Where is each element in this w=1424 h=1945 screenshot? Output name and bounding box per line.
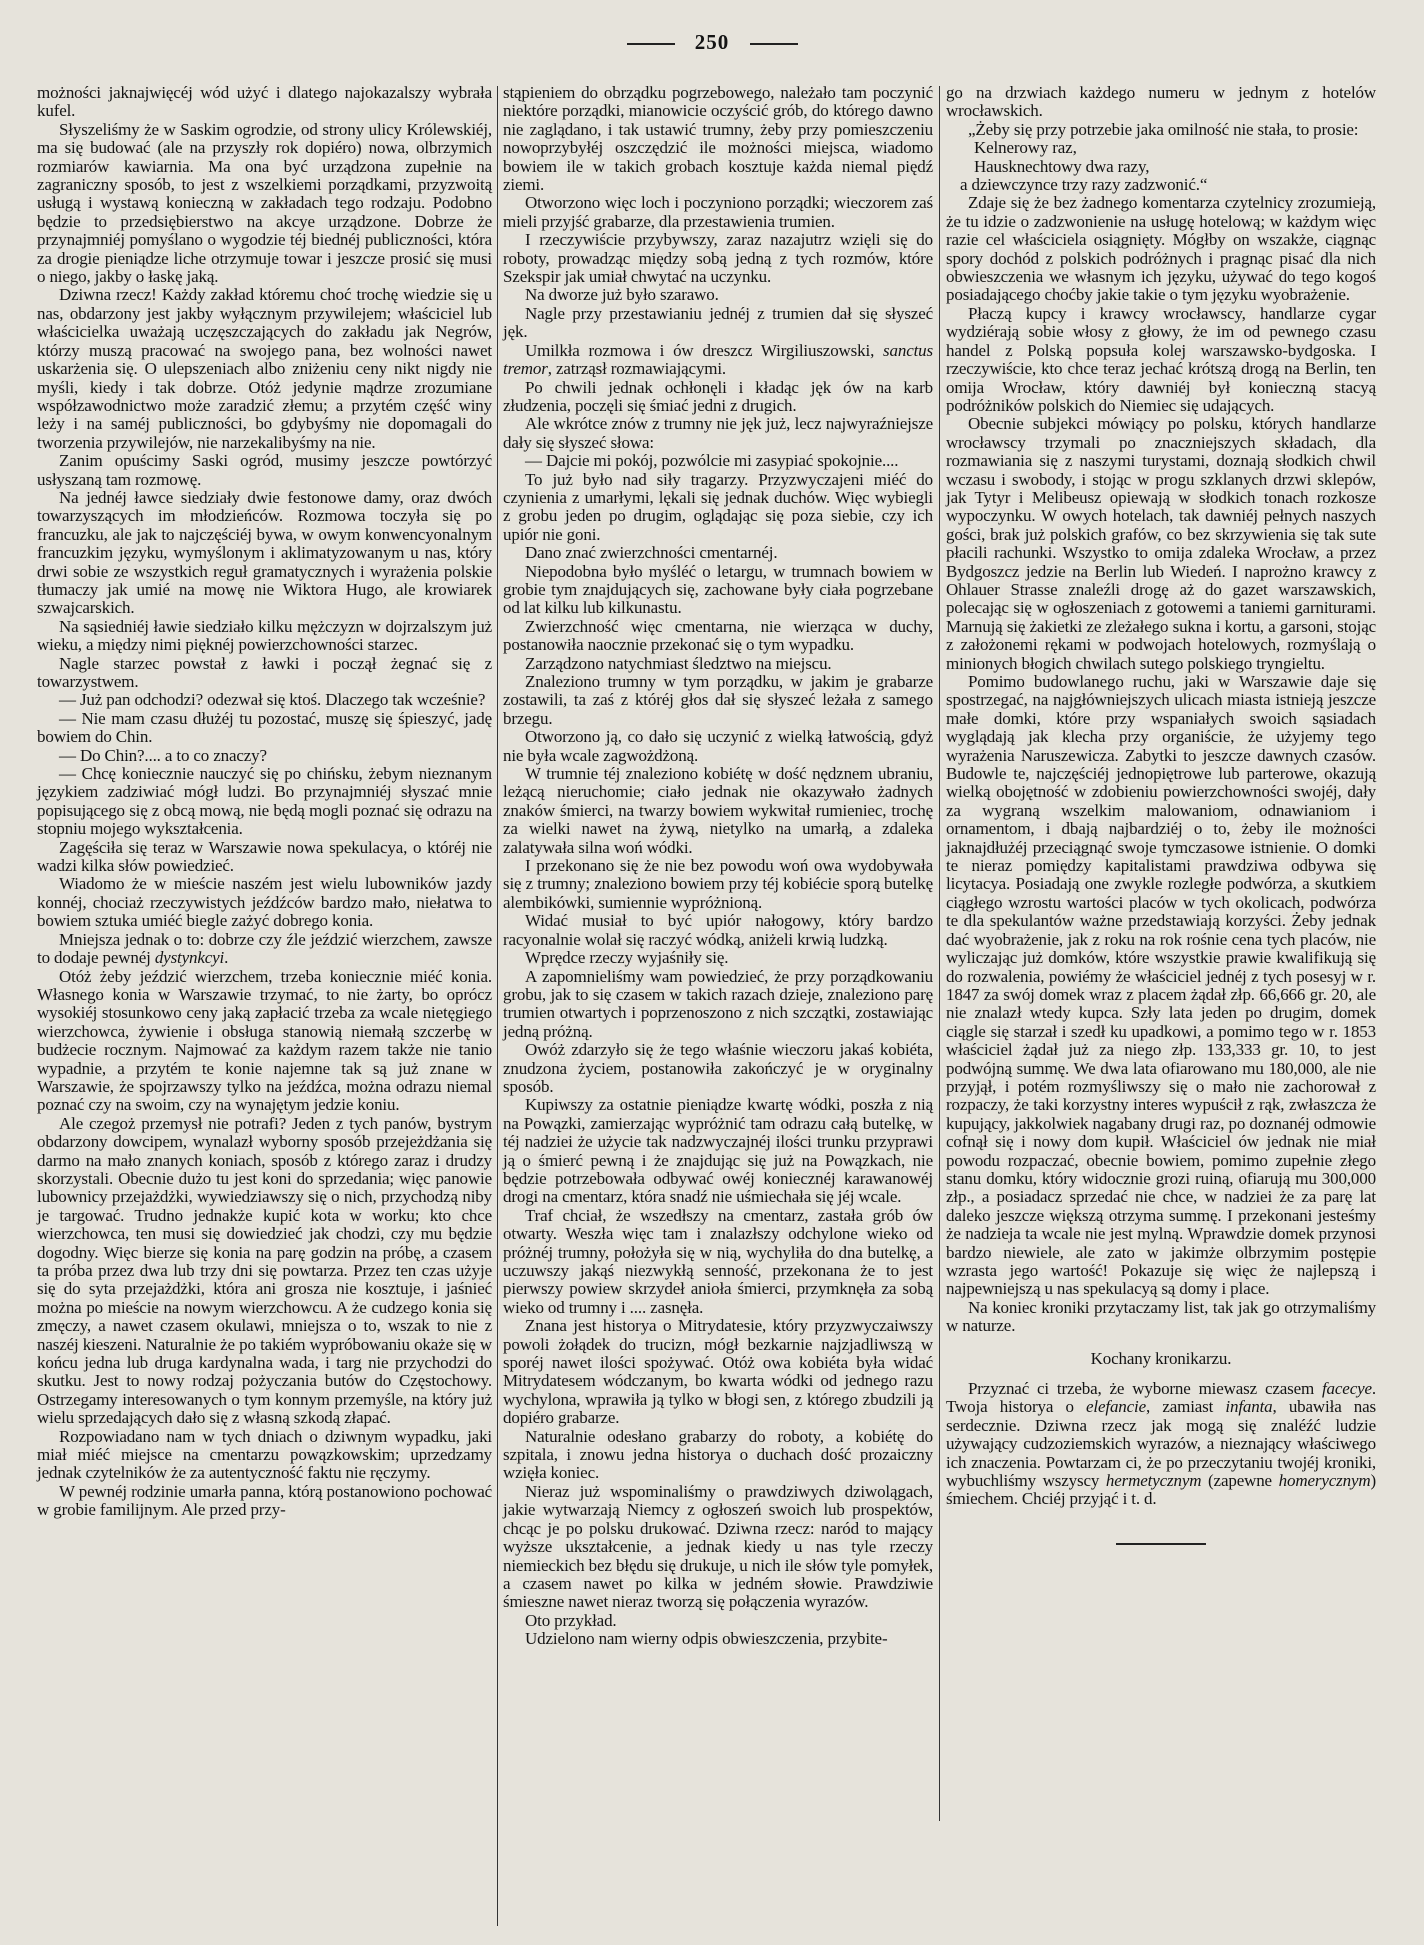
paragraph [503, 286, 933, 304]
text-run: . Twoja historya o [946, 1379, 1376, 1417]
paragraph [946, 194, 1376, 304]
text-run: Nagle przy przestawianiu jednéj z trumien dał się słyszeć jęk. [503, 303, 933, 342]
text-run: Otworzono więc loch i poczyniono porządki; wieczorem zaś mieli przyjść grabarze, dla przestawienia trumien. [503, 193, 933, 231]
text-run: I rzeczywiście przybywszy, zaraz nazajutrz wzięli się do roboty, prowadząc między sobą jedną z tych rozmów, które Szekspir jak umiał chwytać na uczynku. [503, 230, 933, 287]
text-run: Na jednéj ławce siedziały dwie festonowe damy, oraz dwóch towarzyszących im młodzieńców. Rozmowa toczyła się po francuzku, ale jak to najczęściéj bywa, w owym konwencyonalnym francuzkim języku, wymyślonym i aklimatyzowanym u nas, który drwi sobie ze wszystkich reguł gramatycznych i wyrażenia polskie tłumaczy jak umié na mowę nie Wiktora Hugo, ale krowiarek szwajcarskich. [37, 487, 492, 618]
paragraph [503, 912, 933, 949]
text-run: — Nie mam czasu dłużéj tu pozostać, muszę się śpieszyć, jadę bowiem do Chin. [37, 708, 492, 747]
paragraph [503, 1041, 933, 1096]
text-run: Płaczą kupcy i krawcy wrocławscy, handlarze cygar wydziérają sobie włosy z głowy, że im od pewnego czasu handel z Polską popsuła kolej warszawsko-bydgoska. I rzeczywiście, kto chce teraz jechać krótszą drogą na Berlin, ten omija Wrocław, który dawniéj był konieczną stacyą podróżników polskich do Niemiec się udających. [946, 303, 1376, 415]
paragraph [503, 471, 933, 545]
text-run: Niepodobna było myśléć o letargu, w trumnach bowiem w grobie tym znajdujących się, zachowane były ciała pogrzebane od lat kilku lub kilkunastu. [503, 561, 933, 618]
paragraph [503, 857, 933, 912]
paragraph [37, 489, 492, 618]
text-run: Mniejsza jednak o to: dobrze czy źle jeździć wierzchem, zawsze to dodaje pewnéj [37, 929, 492, 968]
column-divider [497, 86, 498, 1926]
letter-body [946, 1380, 1376, 1509]
paragraph [37, 875, 492, 930]
paragraph [946, 84, 1376, 121]
paragraph [37, 1483, 492, 1520]
text-run: , ubawiła nas serdecznie. Dziwna rzecz jak mogą się znaléźć ludzie używający cudzoziemskich wyrazów, a nieznający właściwego ich znaczenia. Powtarzam ci, że po przeczytaniu twojéj kroniki, wybuchliśmy wszyscy [946, 1397, 1377, 1491]
text-run: I przekonano się że nie bez powodu woń owa wydobywała się z trumny; znaleziono bowiem przy téj kobiécie sporą butelkę alembikówki, sumiennie wypróżnioną. [503, 856, 933, 912]
paragraph [37, 1115, 492, 1428]
end-rule [1116, 1543, 1206, 1545]
text-run: Zwierzchność więc cmentarna, nie wierząca w duchy, postanowiła naocznie przekonać się o tym wypadku. [503, 616, 933, 655]
hotel-notice-verse [946, 139, 1376, 194]
text-run: W trumnie téj znaleziono kobiétę w dość nędznem ubraniu, leżącą nieruchomie; ciało jednak nie okazywało żadnych znaków śmierci, na twarzy bowiem wykwitał rumieniec, trochę za wielki nawet na żywą, nietylko na umarłą, a zdaleka zalatywała silna woń wódki. [503, 764, 933, 857]
italic-text: hermetycznym [1105, 1471, 1202, 1491]
page-number: 250 [694, 30, 730, 54]
text-run: Otworzono ją, co dało się uczynić z wielką łatwością, gdyż nie była wcale zagwożdżoną. [503, 727, 933, 765]
italic-text: sanctus tremor [503, 340, 933, 379]
column-divider [939, 86, 940, 1821]
text-run: Słyszeliśmy że w Saskim ogrodzie, od strony ulicy Królewskiéj, ma się budować (ale na przyszły rok dopiéro) nowa, olbrzymich rozmiarów kawiarnia. Ma ona być urządzona zupełnie na zagraniczny sposób, to jest z wszelkiemi porządkami, przyzwoitą usługą i wystawą konieczną w zakładach tego rodzaju. Podobno będzie to przedsiębierstwo na akcye urządzone. Dobrze że przynajmniéj pomyślano o wygodzie téj biednéj publiczności, która za drogie pieniądze liche otrzymuje towar i jeszcze prosić się musi o niego, jakby o łaskę jaką. [37, 119, 492, 287]
text-run: — Dajcie mi pokój, pozwólcie mi zasypiać spokojnie.... [525, 451, 899, 471]
paragraph [503, 1207, 933, 1317]
text-run: Traf chciał, że wszedłszy na cmentarz, zastała grób ów otwarty. Weszła więc tam i znalazłszy odchylone wieko od próżnéj trumny, położyła się w nią, wychyliła do dna butelkę, a uczuwszy jakąś niezwykłą senność, przekonana że to jest pierwszy powiew skrzydeł anioła śmierci, przymknęła za sobą wieko od trumny i .... zasnęła. [503, 1205, 933, 1317]
page-header [0, 30, 1424, 55]
paragraph [503, 84, 933, 194]
header-dash-left [627, 43, 675, 45]
text-run: stąpieniem do obrządku pogrzebowego, należało tam poczynić niektóre porządki, mianowicie oczyścić grób, do którego dawno nie zaglądano, i tak ustawić trumny, żeby przy pomieszczeniu nowoprzybyłéj oszczędzić ile możności miejsca, wiadomo bowiem ile w takich grobach kosztuje każda niemal piędź ziemi. [503, 83, 933, 195]
text-run: Zagęściła się teraz w Warszawie nowa spekulacya, o któréj nie wadzi kilka słów powiedzieć. [37, 837, 492, 876]
text-run: Otóż żeby jeździć wierzchem, trzeba koniecznie miéć konia. Własnego konia w Warszawie trzymać, to nie żarty, bo oprócz wysokiéj stosunkowo ceny jaką zapłacić trzeba za wcale nietęgiego wierzchowca, żywienie i obsługa stanowią niemałą szczerbę w budżecie rocznym. Najmować za każdym razem także nie tanio wypadnie, a przytém te konie najemne tak są już znane w Warszawie, że spojrzawszy tylko na jeźdźca, można odrazu niemal poznać czy na swoim, czy na wynajętym jedzie koniu. [37, 966, 492, 1115]
verse-line: a dziewczynce trzy razy zadzwonić.“ [960, 175, 1208, 195]
text-run: Udzielono nam wierny odpis obwieszczenia, przybite- [525, 1629, 888, 1649]
text-run: (zapewne [1201, 1471, 1279, 1491]
text-run: W pewnéj rodzinie umarła panna, którą postanowiono pochować w grobie familijnym. Ale przed przy- [37, 1481, 492, 1520]
text-run: Ale wkrótce znów z trumny nie jęk już, lecz najwyraźniejsze dały się słyszeć słowa: [503, 414, 933, 452]
verse-line: Kelnerowy raz, [974, 138, 1077, 158]
paragraph [503, 544, 933, 562]
paragraph [37, 747, 492, 765]
text-run: Zarządzono natychmiast śledztwo na miejscu. [525, 653, 832, 673]
text-run: — Już pan odchodzi? odezwał się ktoś. Dlaczego tak wcześnie? [59, 690, 486, 710]
paragraph [37, 286, 492, 452]
paragraph [37, 452, 492, 489]
paragraph [946, 1299, 1376, 1336]
paragraph [946, 121, 1376, 139]
paragraph [503, 673, 933, 728]
paragraph [503, 949, 933, 967]
column-3-body [946, 194, 1376, 1335]
text-run: Na koniec kroniki przytaczamy list, tak jak go otrzymaliśmy w naturze. [946, 1297, 1376, 1336]
paragraph [503, 1428, 933, 1483]
paragraph [503, 194, 933, 231]
paragraph [503, 618, 933, 655]
paragraph [37, 765, 492, 839]
paragraph [503, 765, 933, 857]
text-run: Zdaje się że bez żadnego komentarza czytelnicy zrozumieją, że tu idzie o zadzwonienie na usługę hotelową; w każdym więc razie cel właściciela osiągnięty. Mógłby on wszakże, ciągnąc spory dochód z polskich podróżnych i pragnąc pisać dla nich obwieszczenia we własnym ich języku, używać do tego kogoś posiadającego choćby jakie takie o tym języku wyobrażenie. [946, 193, 1376, 305]
paragraph [503, 1096, 933, 1206]
text-run: — Do Chin?.... a to co znaczy? [59, 745, 267, 765]
paragraph [503, 1483, 933, 1612]
paragraph [37, 691, 492, 709]
paragraph [503, 452, 933, 470]
text-run: go na drzwiach każdego numeru w jednym z hotelów wrocławskich. [946, 83, 1376, 121]
text-run: Obecnie subjekci mówiący po polsku, których handlarze wrocławscy trzymali po znaczniejszych składach, dla rozmawiania się z naszymi turystami, doznają słodkich chwil wczasu i swobody, i stojąc w progu szklanych drzwi sklepów, jak Tytyr i Melibeusz opiewają w słodkich tonach rozkosze wypoczynku. W owych hotelach, tak dawniéj pełnych naszych gości, brak już polskich grafów, co bez skrzywienia się tak sute płacili rachunki. Wszystko to omija zdaleka Wrocław, a przez Bydgoszcz jedzie na Berlin lub Wiedeń. I naprożno krawcy z Ohlauer Strasse znaleźli drogę aż do gazet warszawskich, polecając się w ogłoszeniach z gotowemi a taniemi garniturami. Marnują się żakietki ze zleżałego sukna i kortu, a garsoni, stojąc z założonemi rękami w podwojach hotelowych, rozmyślają o minionych błogich chwilach sutego polskiego tryngieltu. [946, 414, 1376, 673]
paragraph [37, 1428, 492, 1483]
paragraph [503, 563, 933, 618]
paragraph [503, 342, 933, 379]
verse-line: Hausknechtowy dwa razy, [974, 156, 1150, 176]
text-run: Ale czegoż przemysł nie potrafi? Jeden z tych panów, bystrym obdarzony dowcipem, wynalazł wyborny sposób przejeżdżania się darmo na mało znanych koniach, sposób z którego zaraz i drudzy skorzystali. Obecnie dużo tu jest koni do sprzedania; więc panowie lubownicy przejażdżki, wywiedziawszy się o nich, przychodzą niby je targować. Trudno jednakże kupić kota w worku; kto chce wierzchowca, ten musi się dowiedzieć jak chodzi, czy mu będzie dogodny. Więc bierze się konia na parę godzin na próbę, a czasem ta próba przez dwa lub trzy dni się powtarza. Przez ten czas użyje się do syta przejażdżki, która ani grosza nie kosztuje, i jaśnieć można po mieście na nowym wierzchowcu. A że cudzego konia się zmęczy, a nawet czasem okulawi, mniejsza o to, wszak to nie z naszéj kieszeni. Naturalnie że po takiém wypróbowaniu okaże się w końcu jedna lub druga kardynalna wada, i targ nie przychodzi do skutku. Jest to nowy rodzaj pożyczania butów do Częstochowy. Ostrzegamy interesowanych o tym konnym przemyśle, na który już wielu sprzedających dało się z własną szkodą złapać. [37, 1113, 492, 1428]
paragraph [503, 305, 933, 342]
text-run: . [224, 948, 229, 968]
paragraph [503, 655, 933, 673]
paragraph [503, 379, 933, 416]
header-dash-right [750, 43, 798, 45]
text-run: A zapomnieliśmy wam powiedzieć, że przy porządkowaniu grobu, jak to się czasem w takich razach dzieje, znaleziono parę trumien otwartych i poprzenoszono z nich szczątki, zostawiając jedną próżną. [503, 966, 933, 1041]
italic-text: facecye [1321, 1379, 1372, 1399]
text-run: Wprędce rzeczy wyjaśniły się. [525, 948, 729, 968]
paragraph [946, 415, 1376, 673]
text-run: Dano znać zwierzchności cmentarnéj. [525, 543, 778, 563]
text-run: ) śmiechem. Chciéj przyjąć i t. d. [946, 1471, 1376, 1509]
paragraph [37, 84, 492, 121]
paragraph [37, 931, 492, 968]
text-run: Po chwili jednak ochłonęli i kładąc jęk ów na karb złudzenia, poczęli się śmiać jedni z drugich. [503, 377, 933, 415]
text-run: Zanim opuścimy Saski ogród, musimy jeszcze powtórzyć usłyszaną tam rozmowę. [37, 451, 492, 489]
paragraph [946, 673, 1376, 1299]
paragraph [503, 231, 933, 286]
paragraph [503, 1317, 933, 1427]
text-run: Oto przykład. [525, 1610, 617, 1630]
italic-text: dystynkcyi [154, 948, 225, 968]
paragraph [503, 1630, 933, 1648]
text-run: Nagle starzec powstał z ławki i począł żegnać się z towarzystwem. [37, 653, 492, 691]
text-run: , zatrząsł rozmawiającymi. [547, 359, 727, 379]
italic-text: elefancie [1086, 1397, 1147, 1417]
text-run: Dziwna rzecz! Każdy zakład któremu choć trochę wiedzie się u nas, obdarzony jest jakby wyłącznym przywilejem; właściciel lub właścicielka uważają uczęszczających do zakładu jak Negrów, którzy muszą pracować na swojego pana, bez wolności nawet uskarżenia się. O ulepszeniach albo zniżeniu ceny nikt nigdy nie myśli, kiedy i tak dobrze. Otóż jedynie mądrze zrozumiane współzawodnictwo może zaradzić złemu; a przytém część winy leży i na saméj publiczności, bo gdybyśmy nie dopomagali do tworzenia przywilejów, nie narzekalibyśmy na nie. [37, 285, 492, 452]
text-run: Na dworze już było szarawo. [525, 285, 719, 305]
text-run: — Chcę koniecznie nauczyć się po chińsku, żebym nieznanym językiem zadziwiać mógł ludzi. Bo przynajmniéj słyszać mnie popisującego się z obcą mową, nie będą mogli poznać się odrazu na stopniu mojego wykształcenia. [37, 764, 492, 839]
paragraph [503, 728, 933, 765]
paragraph [503, 415, 933, 452]
text-run: Nieraz już wspominaliśmy o prawdziwych dziwolągach, jakie wytwarzają Niemcy z ogłoszeń swoich lub prospektów, chcąc je po polsku drukować. Dziwna rzecz: naród to mający wyższe ukształcenie, a jednak kiedy u nas tyle rzeczy niemieckich bez błędu się drukuje, u nich ile słów tyle pomyłek, a czasem nawet po kilka w jedném słowie. Prawdziwie śmieszne nawet nieraz tworzą się połączenia wyrazów. [503, 1481, 933, 1612]
text-run: Widać musiał to być upiór nałogowy, który bardzo racyonalnie wolał się raczyć wódką, aniżeli krwią ludzką. [503, 911, 933, 949]
text-run: Naturalnie odesłano grabarzy do roboty, a kobiétę do szpitala, i znowu jedna historya o duchach dość prozaiczny wzięła koniec. [503, 1426, 933, 1483]
paragraph [503, 968, 933, 1042]
text-run: Przyznać ci trzeba, że wyborne miewasz czasem [968, 1379, 1322, 1399]
text-run: możności jaknajwięcéj wód użyć i dlatego najokazalszy wybrała kufel. [37, 83, 492, 121]
paragraph [37, 121, 492, 287]
text-run: Pomimo budowlanego ruchu, jaki w Warszawie daje się spostrzegać, na najgłówniejszych ulicach miasta istnieją jeszcze małe domki, które przy wspaniałych swoich sąsiadach wyglądają jak klecha przy organiście, że użyjemy tego wyrażenia Naruszewicza. Zabytki to jeszcze dawnych czasów. Budowle te, najczęściéj jednopiętrowe lub parterowe, okazują wielką obojętność w zdobieniu powierzchowności swojéj, dały za wygraną wszelkim malowaniom, odnawianiom i ornamentom, i dbają najbardziéj o to, żeby ile możności jaknajdłużéj przeciągnąć swoje tymczasowe istnienie. O domki te nieraz pomiędzy kapitalistami prawdziwa odbywa się licytacya. Posiadają one zwykle rozległe podwórza, a skutkiem ciągłego wzrostu wartości placów w tych okolicach, podwórza te dla spekulantów ważne przedstawiają korzyści. Żeby jednak dać wyobrażenie, jak z roku na rok rośnie cena tych placów, nie wyliczając już domków, które wszystkie prawie kwalifikują się do rozwalenia, powiémy że właściciel jednéj z tych posesyj w r. 1847 za swój domek wraz z placem żądał złp. 66,666 gr. 20, ale nie znalazł wtedy kupca. Szły lata jeden po drugim, domek ciągle się starzał i szedł ku upadkowi, a pomimo tego w r. 1853 właściciel żądał już za niego złp. 133,333 gr. 10, to jest podwójną summę. We dwa lata ofiarowano mu 180,000, ale nie przyjął, i potém rozmyśliwszy się o mało nie zachorował z rozpaczy, że taki korzystny interes wypuścił z rąk, zwłaszcza że kupujący, jakkolwiek nagabany drugi raz, po doznanéj odmowie cofnął się i nowy dom kupił. Właściciel ów jednak nie miał powodu rozpaczać, obecnie bowiem, pomimo zupełnie złego stanu domku, który widocznie grozi ruiną, ofiarują mu 300,000 złp., a posiadacz sprzedać nie chce, w nadziei że za parę lat daleko jeszcze większą otrzyma summę. I przekonani jesteśmy że nadzieja ta wcale nie jest mylną. Wprawdzie domek przynosi bardzo niewiele, ale zato w jakimże olbrzymim postępie wzrasta jego wartość! Pokazuje się więc że najlepszą i najpewniejszą u nas spekulacyą są domy i place. [946, 672, 1376, 1299]
paragraph [37, 655, 492, 692]
paragraph [37, 710, 492, 747]
text-run: Rozpowiadano nam w tych dniach o dziwnym wypadku, jaki miał miéć miejsce na cmentarzu powązkowskim; uprzedzamy jednak czytelników że za autentyczność faktu nie ręczymy. [37, 1426, 492, 1483]
text-run: Znana jest historya o Mitrydatesie, który przyzwyczaiwszy powoli żołądek do trucizn, mógł bezkarnie najzjadliwszą w sporéj nawet ilości spożywać. Otóż owa kobiéta była widać Mitrydatesem wódczanym, bo kwarta wódki od jednego razu wychylona, wprawiła ją tylko w błogi sen, z którego zbudzili ją dopiéro grabarze. [503, 1316, 933, 1428]
paragraph [37, 968, 492, 1115]
column-1 [37, 84, 492, 1520]
text-run: Na sąsiedniéj ławie siedziało kilku mężczyzn w dojrzalszym już wieku, a między nimi pięknéj powierzchowności starzec. [37, 616, 492, 655]
text-run: Wiadomo że w mieście naszém jest wielu lubowników jazdy konnéj, chociaż rzeczywistych jeźdźców bardzo mało, niełatwa to bowiem sztuka umiéć biegle zażyć dobrego konia. [37, 874, 492, 931]
text-run: Owóż zdarzyło się że tego właśnie wieczoru jakaś kobiéta, znudzona życiem, postanowiła zakończyć je w oryginalny sposób. [503, 1040, 933, 1096]
paragraph [503, 1612, 933, 1630]
text-run: „Żeby się przy potrzebie jaka omilność nie stała, to prosie: [968, 119, 1359, 139]
paragraph [946, 305, 1376, 415]
column-3 [946, 84, 1376, 1545]
italic-text: infanta [1225, 1397, 1273, 1417]
text-run: Znaleziono trumny w tym porządku, w jakim je grabarze zostawili, ta zaś z któréj głos dał się słyszeć leżała z samego brzegu. [503, 672, 933, 728]
paragraph [37, 618, 492, 655]
letter-heading: Kochany kronikarzu. [1090, 1348, 1232, 1368]
text-run: , zamiast [1146, 1397, 1226, 1417]
text-run: Kupiwszy za ostatnie pieniądze kwartę wódki, poszła z nią na Powązki, zamierzając wypróżnić tam odrazu całą butelkę, w téj nadziei że użycie tak nadzwyczajnéj ilości trunku przyprawi ją o śmierć pewną i że znajdując się już na Powązkach, nie będzie potrzebowała odbywać owéj koniecznéj karawanowéj drogi na cmentarz, która snadź nie uśmiechała się jéj wcale. [503, 1095, 933, 1207]
text-run: To już było nad siły tragarzy. Przyzwyczajeni miéć do czynienia z umarłymi, lękali się jednak duchów. Więc wybiegli z grobu jeden po drugim, oglądając się poza siebie, czy ich upiór nie goni. [503, 469, 933, 544]
italic-text: homerycznym [1278, 1471, 1371, 1491]
text-run: Umilkła rozmowa i ów dreszcz Wirgiliuszowski, [525, 340, 884, 360]
column-2 [503, 84, 933, 1649]
hotel-notice-intro [946, 84, 1376, 139]
paragraph [37, 839, 492, 876]
